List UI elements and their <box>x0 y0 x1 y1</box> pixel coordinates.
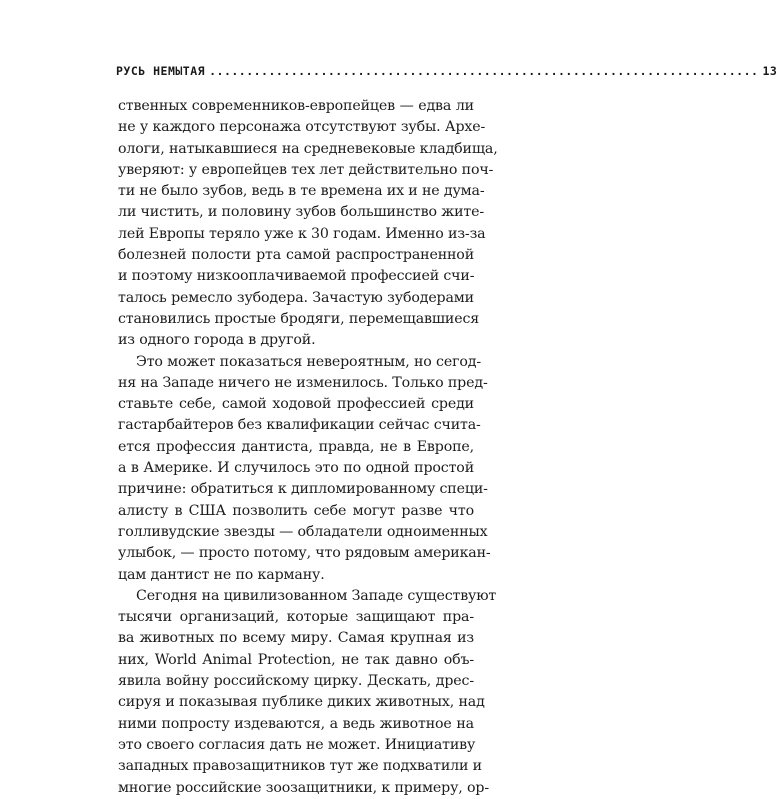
paragraph-3 <box>118 586 497 799</box>
text-line: цам дантист не по карману. <box>118 566 325 583</box>
text-line: ти не было зубов, ведь в те времена их и не дума- <box>118 183 485 200</box>
text-line: ва животных по всему миру. Самая крупная из <box>118 630 474 647</box>
text-line: сируя и показывая публике диких животных, над <box>118 694 485 711</box>
text-line: не у каждого персонажа отсутствуют зубы. Архе- <box>118 119 486 136</box>
text-body <box>118 96 498 799</box>
text-line: алисту в США позволить себе могут разве что <box>118 502 474 519</box>
running-head-leader-dots: .......................................................................... <box>209 64 759 78</box>
text-line: многие российские зоозащитники, к примеру, ор- <box>118 779 489 796</box>
text-line: ологи, натыкавшиеся на средневековые кладбища, <box>118 140 498 157</box>
text-line: ними попросту издеваются, а ведь животное на <box>118 715 474 732</box>
text-line: становились простые бродяги, перемещавшиеся <box>118 310 480 327</box>
text-line: ется профессия дантиста, правда, не в Европе, <box>118 438 474 455</box>
page-number: 13 <box>762 64 777 78</box>
text-line: Это может показаться невероятным, но сегод- <box>136 353 482 370</box>
text-line: них, World Animal Protection, не так давно объ- <box>118 651 474 668</box>
text-line: гастарбайтеров без квалификации сейчас счита- <box>118 417 481 434</box>
text-line: и поэтому низкооплачиваемой профессией счи- <box>118 268 475 285</box>
paragraph-2 <box>118 352 491 586</box>
text-line: ставьте себе, самой ходовой профессией среди <box>118 396 474 413</box>
running-head-title: РУСЬ НЕМЫТАЯ <box>116 64 206 78</box>
text-line: ственных современников-европейцев — едва ли <box>118 98 474 114</box>
text-line: причине: обратиться к дипломированному специ- <box>118 481 488 498</box>
text-line: это своего согласия дать не может. Инициативу <box>118 736 476 753</box>
text-line: западных правозащитников тут же подхватили и <box>118 758 482 775</box>
text-line: явила войну российскому цирку. Дескать, дрес- <box>118 673 474 690</box>
text-line: талось ремесло зубодера. Зачастую зубодерами <box>118 289 474 306</box>
text-line: Сегодня на цивилизованном Западе существуют <box>136 587 497 604</box>
text-line: ня на Западе ничего не изменилось. Только пред- <box>118 374 488 391</box>
text-line: улыбок, — просто потому, что рядовым американ- <box>118 545 491 562</box>
text-line: из одного города в другой. <box>118 332 316 349</box>
text-line: ли чистить, и половину зубов большинство жите- <box>118 204 485 221</box>
text-line: лей Европы теряло уже к 30 годам. Именно из-за <box>118 225 486 242</box>
text-line: болезней полости рта самой распространенной <box>118 247 474 264</box>
text-line: уверяют: у европейцев тех лет действительно поч- <box>118 161 494 178</box>
text-line: тысячи организаций, которые защищают пра- <box>118 609 474 626</box>
text-line: голливудские звезды — обладатели одноименных <box>118 523 488 540</box>
paragraph-1 <box>118 96 498 352</box>
text-line: а в Америке. И случилось это по одной простой <box>118 460 474 477</box>
running-head <box>116 64 777 80</box>
